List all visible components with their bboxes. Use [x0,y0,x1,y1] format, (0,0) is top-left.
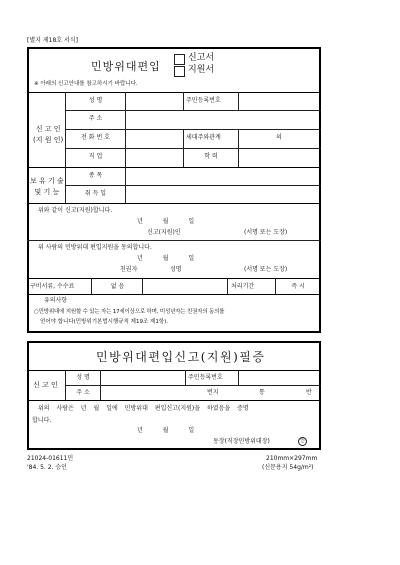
job-input[interactable] [126,149,182,166]
skill-type-input[interactable] [126,168,319,184]
certificate-section-label: 신 고 인 [33,381,58,389]
name-label: 성 명 [88,97,103,104]
report-checkbox[interactable] [174,54,185,65]
consent-text: 위 사람의 민방위대 편입지원을 동의합니다. [38,244,152,251]
certificate-body-line-1: 위의 사람은 년 월 일에 민방위대 편입신고(지원)을 하였음을 증명 [38,405,249,412]
footer-paper-size: 210mm×297mm [266,455,318,462]
declaration-date: 년 월 일 [137,218,195,225]
phone-input[interactable] [126,130,182,147]
certificate-body-line-2: 합니다. [32,417,52,424]
certificate-name-label: 성 명 [76,374,90,381]
docs-label: 구비서류, 수수료 [30,283,75,290]
applicant-section-label: 신 고 인 (지 원 인) [33,125,64,144]
notice-line-2: 얻어야 합니다(민방위기본법시행규칙 제19조 제1항). [40,319,169,325]
footer-paper-type: (신문용지 54g/m²) [262,464,314,471]
address-label: 주 소 [88,115,103,122]
address-input[interactable] [126,111,319,128]
guardian-sign: (서명 또는 도장) [244,266,288,273]
docs-value: 없 음 [110,283,125,290]
certificate-date: 년 월 일 [137,427,195,434]
education-input[interactable] [239,149,319,166]
processing-period-label: 처리기간 [231,283,255,290]
form-title: 민방위대편입 [91,60,161,73]
certificate-name-input[interactable] [101,371,184,384]
name-input[interactable] [126,93,182,110]
resident-no-input[interactable] [239,93,319,110]
certificate-tong: 통 [259,389,265,396]
certificate-title: 민방위대편입신고(지원)필증 [96,350,266,364]
guardian-name-label: 성명 [170,266,182,273]
apply-option-label: 지원서 [188,65,215,75]
phone-label: 전 화 번 호 [81,134,110,141]
education-label: 학 력 [204,153,218,160]
guardian-label: 친권자 [120,266,138,273]
declaration-text: 위와 같이 신고(지원)합니다. [38,207,113,214]
declarant-sign: (서명 또는 도장) [244,229,288,236]
relation-suffix: 의 [276,134,282,141]
apply-checkbox[interactable] [174,66,185,77]
relation-label: 세대주와관계 [186,134,221,141]
declarant-label: 신고(지원)인 [147,229,181,236]
skills-section-label: 보 유 기 술 및 기 능 [30,177,64,196]
notice-title: 유의사항 [44,297,68,304]
job-label: 직 업 [88,153,103,160]
notice-line-1: ○민방위대에 지원할 수 있는 자는 17세이상으로 하며, 미성년자는 친권자의 동의를 [34,309,225,315]
certificate-issuer: 동장(직장민방위대장) [213,438,270,445]
skill-type-label: 종 목 [88,172,103,179]
consent-date: 년 월 일 [137,255,195,262]
skill-date-input[interactable] [126,186,319,202]
certificate-ban: 반 [306,389,312,396]
footer-code: 21024-01611민 [27,455,74,462]
certificate-resident-no-label: 주민등록번호 [188,374,223,381]
certificate-resident-no-input[interactable] [239,371,319,384]
resident-no-label: 주민등록번호 [186,97,221,104]
skill-date-label: 취 득 일 [84,190,107,197]
official-seal-icon: 인 [298,437,307,446]
instruction-text: ※ 아래의 신고안내를 참고하시기 바랍니다. [34,81,138,87]
report-option-label: 신고서 [188,53,215,63]
footer-approval: '84. 5. 2. 승인 [27,464,67,471]
certificate-lot-no: 번지 [207,389,219,396]
processing-period-value: 즉 시 [291,283,305,290]
certificate-address-label: 주 소 [76,389,90,396]
form-number: [별지 제18호 서식] [27,37,78,44]
